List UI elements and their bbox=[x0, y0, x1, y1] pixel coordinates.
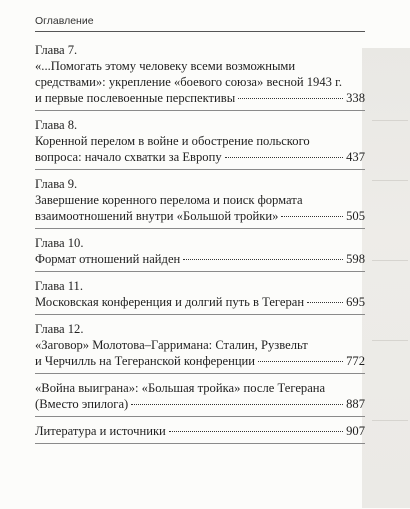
toc-entry-epilogue[interactable] bbox=[35, 380, 365, 412]
entry-separator bbox=[35, 416, 365, 417]
entry-separator bbox=[35, 110, 365, 111]
bleed-through-line bbox=[372, 260, 408, 261]
dot-leader bbox=[307, 302, 343, 303]
chapter-number: Глава 8. bbox=[35, 118, 78, 132]
chapter-title-line: взаимоотношений внутри «Большой тройки» bbox=[35, 209, 279, 223]
bleed-through-line bbox=[372, 420, 408, 421]
header-rule bbox=[35, 31, 365, 32]
toc-line-with-page bbox=[35, 294, 365, 310]
dot-leader bbox=[183, 259, 343, 260]
toc-line-with-page bbox=[35, 149, 365, 165]
toc-entry-chapter-8[interactable] bbox=[35, 117, 365, 165]
dot-leader bbox=[238, 98, 343, 99]
chapter-number: Глава 7. bbox=[35, 43, 78, 57]
page-number: 907 bbox=[346, 424, 365, 438]
chapter-title-line: Формат отношений найден bbox=[35, 252, 181, 266]
chapter-title-line: средствами»: укрепление «боевого союза» весной 1943 г. bbox=[35, 75, 342, 89]
toc-entry-chapter-11[interactable] bbox=[35, 278, 365, 310]
dot-leader bbox=[131, 404, 343, 405]
bleed-through-next-page bbox=[362, 48, 410, 508]
page-number: 505 bbox=[346, 209, 365, 223]
chapter-title-line: «...Помогать этому человеку всеми возможными bbox=[35, 59, 296, 73]
toc-line-with-page bbox=[35, 396, 365, 412]
chapter-title-line: и первые послевоенные перспективы bbox=[35, 91, 236, 105]
chapter-title-line: Коренной перелом в войне и обострение польского bbox=[35, 134, 310, 148]
toc-entry-chapter-10[interactable] bbox=[35, 235, 365, 267]
bleed-through-line bbox=[372, 180, 408, 181]
entry-separator bbox=[35, 271, 365, 272]
chapter-title-line: Литература и источники bbox=[35, 424, 166, 438]
chapter-title-line: «Война выиграна»: «Большая тройка» после Тегерана bbox=[35, 381, 326, 395]
toc-line-with-page bbox=[35, 353, 365, 369]
entry-separator bbox=[35, 314, 365, 315]
toc-entry-references[interactable] bbox=[35, 423, 365, 439]
page-number: 437 bbox=[346, 150, 365, 164]
chapter-number: Глава 9. bbox=[35, 177, 78, 191]
toc-line-with-page bbox=[35, 251, 365, 267]
dot-leader bbox=[225, 157, 343, 158]
toc-entry-chapter-12[interactable] bbox=[35, 321, 365, 369]
entry-separator bbox=[35, 443, 365, 444]
toc-line-with-page bbox=[35, 90, 365, 106]
bleed-through-line bbox=[372, 120, 408, 121]
dot-leader bbox=[169, 431, 343, 432]
chapter-number: Глава 12. bbox=[35, 322, 84, 336]
entry-separator bbox=[35, 169, 365, 170]
chapter-number: Глава 10. bbox=[35, 236, 84, 250]
chapter-title-line: вопроса: начало схватки за Европу bbox=[35, 150, 222, 164]
entry-separator bbox=[35, 228, 365, 229]
bleed-through-line bbox=[372, 340, 408, 341]
entry-separator bbox=[35, 373, 365, 374]
toc-line-with-page bbox=[35, 208, 365, 224]
toc-entry-chapter-7[interactable] bbox=[35, 42, 365, 106]
chapter-title-line: (Вместо эпилога) bbox=[35, 397, 129, 411]
page-number: 772 bbox=[346, 354, 365, 368]
chapter-number: Глава 11. bbox=[35, 279, 84, 293]
toc-line-with-page bbox=[35, 423, 365, 439]
dot-leader bbox=[258, 361, 343, 362]
page-number: 598 bbox=[346, 252, 365, 266]
toc-entry-chapter-9[interactable] bbox=[35, 176, 365, 224]
chapter-title-line: Московская конференция и долгий путь в Тегеран bbox=[35, 295, 305, 309]
chapter-title-line: «Заговор» Молотова–Гарримана: Сталин, Рузвельт bbox=[35, 338, 308, 352]
page-number: 887 bbox=[346, 397, 365, 411]
dot-leader bbox=[281, 216, 343, 217]
page-number: 338 bbox=[346, 91, 365, 105]
page-number: 695 bbox=[346, 295, 365, 309]
chapter-title-line: и Черчилль на Тегеранской конференции bbox=[35, 354, 256, 368]
running-header: Оглавление bbox=[35, 15, 94, 27]
chapter-title-line: Завершение коренного перелома и поиск формата bbox=[35, 193, 303, 207]
table-of-contents bbox=[35, 42, 365, 450]
